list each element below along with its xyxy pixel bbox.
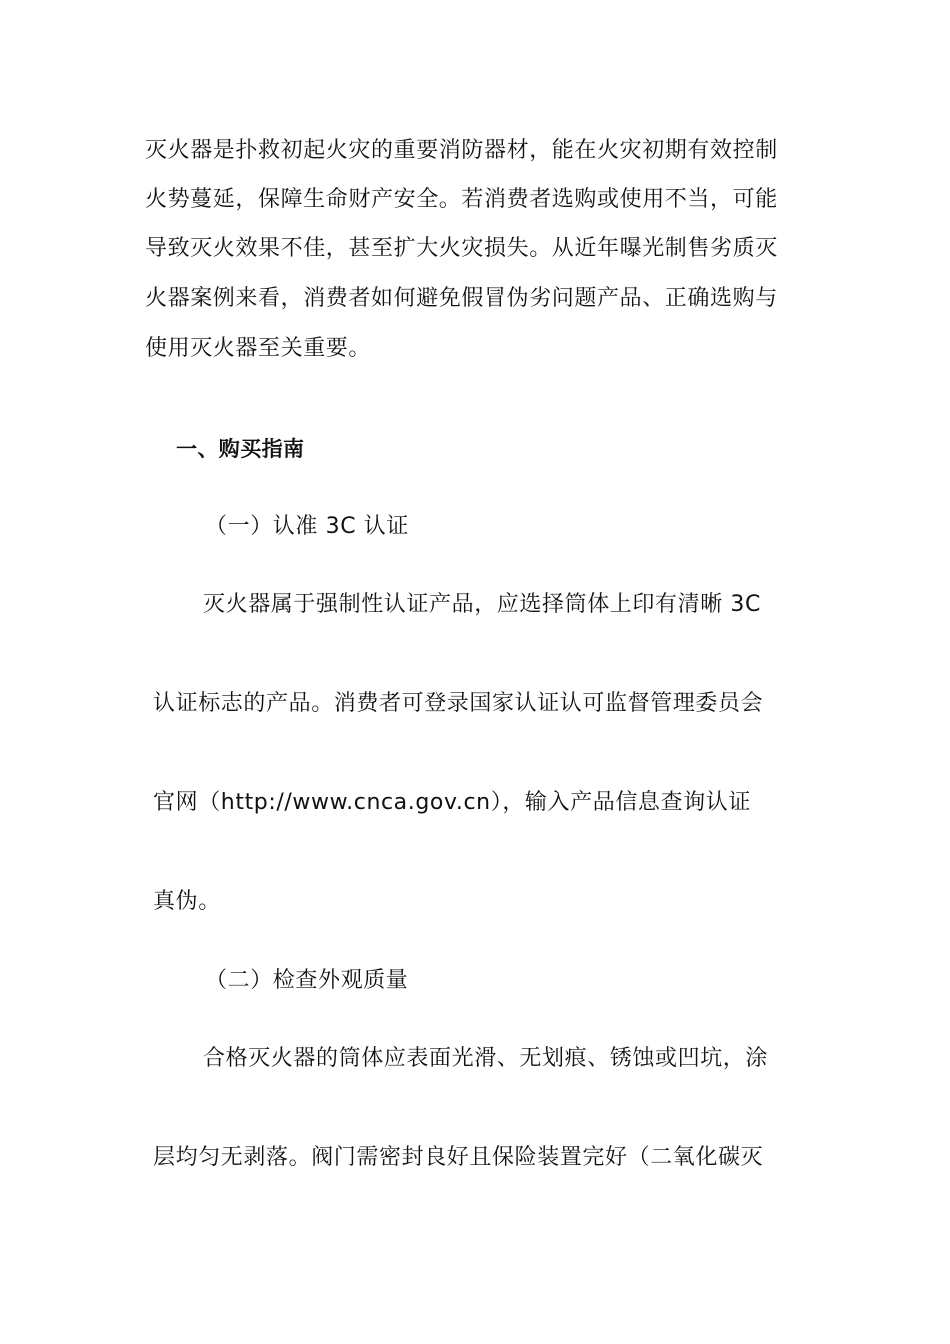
paragraph-line: 灭火器属于强制性认证产品，应选择筒体上印有清晰 3C (203, 592, 761, 617)
paragraph-line: 认证标志的产品。消费者可登录国家认证认可监督管理委员会 (153, 691, 764, 716)
intro-line: 火势蔓延，保障生命财产安全。若消费者选购或使用不当，可能 (145, 187, 778, 212)
intro-line: 使用灭火器至关重要。 (145, 336, 372, 361)
paragraph-line: 层均匀无剥落。阀门需密封良好且保险装置完好（二氧化碳灭 (153, 1145, 764, 1170)
subsection-title: （二）检查外观质量 (205, 968, 409, 993)
intro-line: 灭火器是扑救初起火灾的重要消防器材，能在火灾初期有效控制 (145, 138, 778, 163)
intro-line: 火器案例来看，消费者如何避免假冒伪劣问题产品、正确选购与 (145, 286, 778, 311)
section-heading: 一、购买指南 (176, 437, 305, 461)
paragraph-line: 真伪。 (153, 889, 221, 914)
paragraph-line: 合格灭火器的筒体应表面光滑、无划痕、锈蚀或凹坑，涂 (203, 1046, 769, 1071)
intro-line: 导致灭火效果不佳，甚至扩大火灾损失。从近年曝光制售劣质灭 (145, 236, 778, 261)
subsection-title: （一）认准 3C 认证 (205, 514, 409, 539)
paragraph-line: 官网（http://www.cnca.gov.cn），输入产品信息查询认证 (153, 790, 751, 815)
